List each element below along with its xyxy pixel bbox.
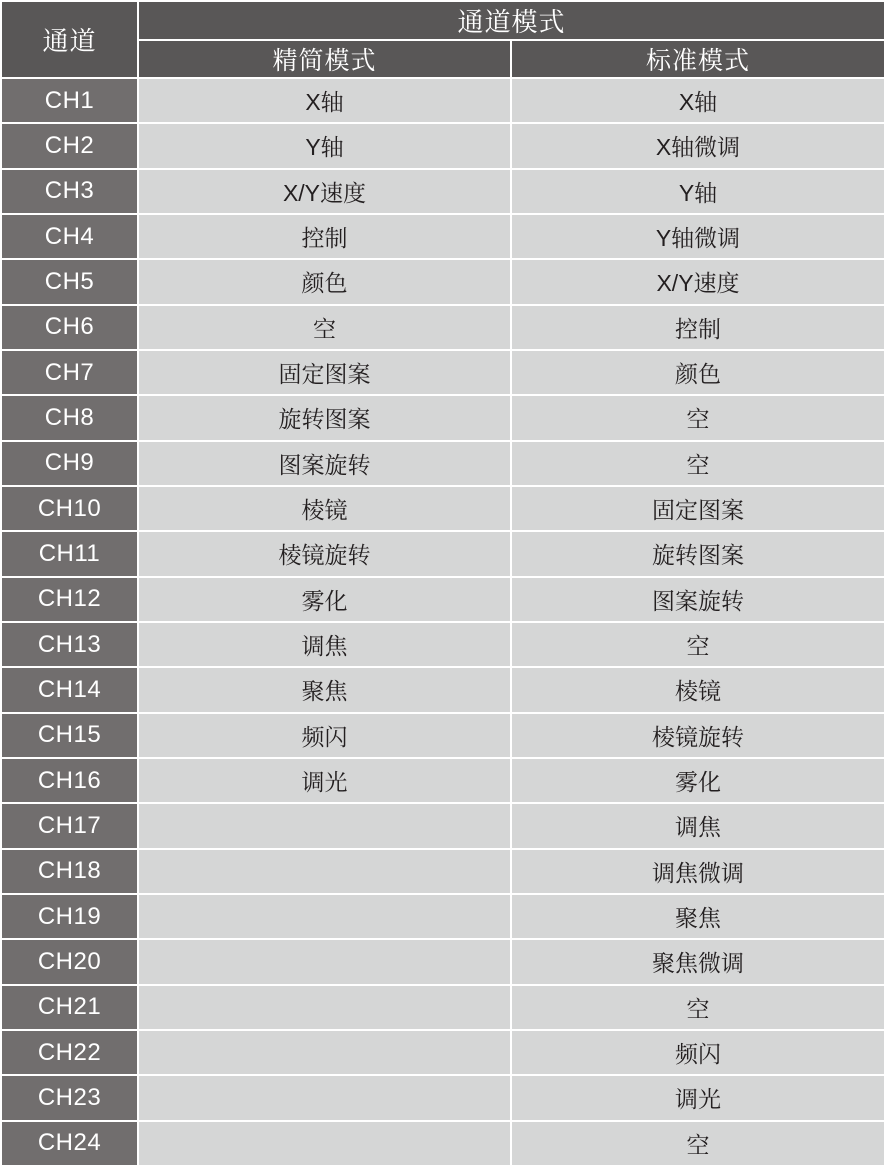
table-row	[1, 531, 884, 576]
header-channel: 通道	[1, 1, 138, 78]
simple-mode-value: 调焦	[138, 622, 511, 667]
simple-mode-value: 旋转图案	[138, 395, 511, 440]
simple-mode-value	[138, 894, 511, 939]
standard-mode-value: 旋转图案	[511, 531, 884, 576]
standard-mode-value: 控制	[511, 305, 884, 350]
table-row	[1, 577, 884, 622]
channel-label: CH15	[1, 713, 138, 758]
channel-label: CH9	[1, 441, 138, 486]
channel-label: CH3	[1, 169, 138, 214]
simple-mode-value	[138, 849, 511, 894]
simple-mode-value: 雾化	[138, 577, 511, 622]
table-row	[1, 441, 884, 486]
header-standard-mode: 标准模式	[511, 40, 884, 78]
simple-mode-value: 固定图案	[138, 350, 511, 395]
table-row	[1, 123, 884, 168]
simple-mode-value: 棱镜旋转	[138, 531, 511, 576]
table-row	[1, 305, 884, 350]
channel-label: CH4	[1, 214, 138, 259]
standard-mode-value: 空	[511, 1121, 884, 1166]
channel-label: CH21	[1, 985, 138, 1030]
simple-mode-value	[138, 1075, 511, 1120]
channel-label: CH13	[1, 622, 138, 667]
simple-mode-value: 频闪	[138, 713, 511, 758]
channel-label: CH6	[1, 305, 138, 350]
header-channel-mode: 通道模式	[138, 1, 884, 40]
standard-mode-value: Y轴微调	[511, 214, 884, 259]
channel-label: CH2	[1, 123, 138, 168]
standard-mode-value: 频闪	[511, 1030, 884, 1075]
channel-label: CH1	[1, 78, 138, 123]
table-row	[1, 214, 884, 259]
simple-mode-value: 聚焦	[138, 667, 511, 712]
table-row	[1, 667, 884, 712]
simple-mode-value: 图案旋转	[138, 441, 511, 486]
channel-label: CH10	[1, 486, 138, 531]
table-row	[1, 169, 884, 214]
table-row	[1, 713, 884, 758]
simple-mode-value: 控制	[138, 214, 511, 259]
table-row	[1, 803, 884, 848]
simple-mode-value	[138, 939, 511, 984]
table-row	[1, 1030, 884, 1075]
channel-label: CH18	[1, 849, 138, 894]
simple-mode-value	[138, 1121, 511, 1166]
standard-mode-value: 棱镜旋转	[511, 713, 884, 758]
table-row	[1, 395, 884, 440]
standard-mode-value: 调焦	[511, 803, 884, 848]
table-row	[1, 939, 884, 984]
simple-mode-value: 颜色	[138, 259, 511, 304]
simple-mode-value	[138, 1030, 511, 1075]
simple-mode-value: 调光	[138, 758, 511, 803]
table-row	[1, 985, 884, 1030]
simple-mode-value: 空	[138, 305, 511, 350]
standard-mode-value: 调焦微调	[511, 849, 884, 894]
standard-mode-value: 空	[511, 395, 884, 440]
simple-mode-value	[138, 803, 511, 848]
channel-label: CH14	[1, 667, 138, 712]
channel-label: CH8	[1, 395, 138, 440]
table-row	[1, 78, 884, 123]
standard-mode-value: X/Y速度	[511, 259, 884, 304]
table-header	[1, 1, 884, 78]
channel-label: CH7	[1, 350, 138, 395]
header-row-top	[1, 1, 884, 40]
channel-label: CH24	[1, 1121, 138, 1166]
header-simple-mode: 精简模式	[138, 40, 511, 78]
standard-mode-value: X轴微调	[511, 123, 884, 168]
table-row	[1, 622, 884, 667]
table-row	[1, 849, 884, 894]
standard-mode-value: 固定图案	[511, 486, 884, 531]
table-row	[1, 486, 884, 531]
simple-mode-value	[138, 985, 511, 1030]
simple-mode-value: X/Y速度	[138, 169, 511, 214]
table-body	[1, 78, 884, 1166]
standard-mode-value: 图案旋转	[511, 577, 884, 622]
table-row	[1, 259, 884, 304]
channel-label: CH17	[1, 803, 138, 848]
channel-label: CH20	[1, 939, 138, 984]
channel-label: CH12	[1, 577, 138, 622]
table-row	[1, 1075, 884, 1120]
channel-label: CH23	[1, 1075, 138, 1120]
standard-mode-value: X轴	[511, 78, 884, 123]
standard-mode-value: 空	[511, 441, 884, 486]
table-row	[1, 1121, 884, 1166]
channel-label: CH22	[1, 1030, 138, 1075]
channel-label: CH19	[1, 894, 138, 939]
channel-label: CH16	[1, 758, 138, 803]
simple-mode-value: 棱镜	[138, 486, 511, 531]
table-row	[1, 350, 884, 395]
channel-label: CH5	[1, 259, 138, 304]
standard-mode-value: 棱镜	[511, 667, 884, 712]
simple-mode-value: Y轴	[138, 123, 511, 168]
table-row	[1, 894, 884, 939]
standard-mode-value: 颜色	[511, 350, 884, 395]
channel-label: CH11	[1, 531, 138, 576]
standard-mode-value: 空	[511, 985, 884, 1030]
standard-mode-value: 聚焦	[511, 894, 884, 939]
table-row	[1, 758, 884, 803]
standard-mode-value: 雾化	[511, 758, 884, 803]
standard-mode-value: Y轴	[511, 169, 884, 214]
standard-mode-value: 调光	[511, 1075, 884, 1120]
simple-mode-value: X轴	[138, 78, 511, 123]
standard-mode-value: 聚焦微调	[511, 939, 884, 984]
standard-mode-value: 空	[511, 622, 884, 667]
